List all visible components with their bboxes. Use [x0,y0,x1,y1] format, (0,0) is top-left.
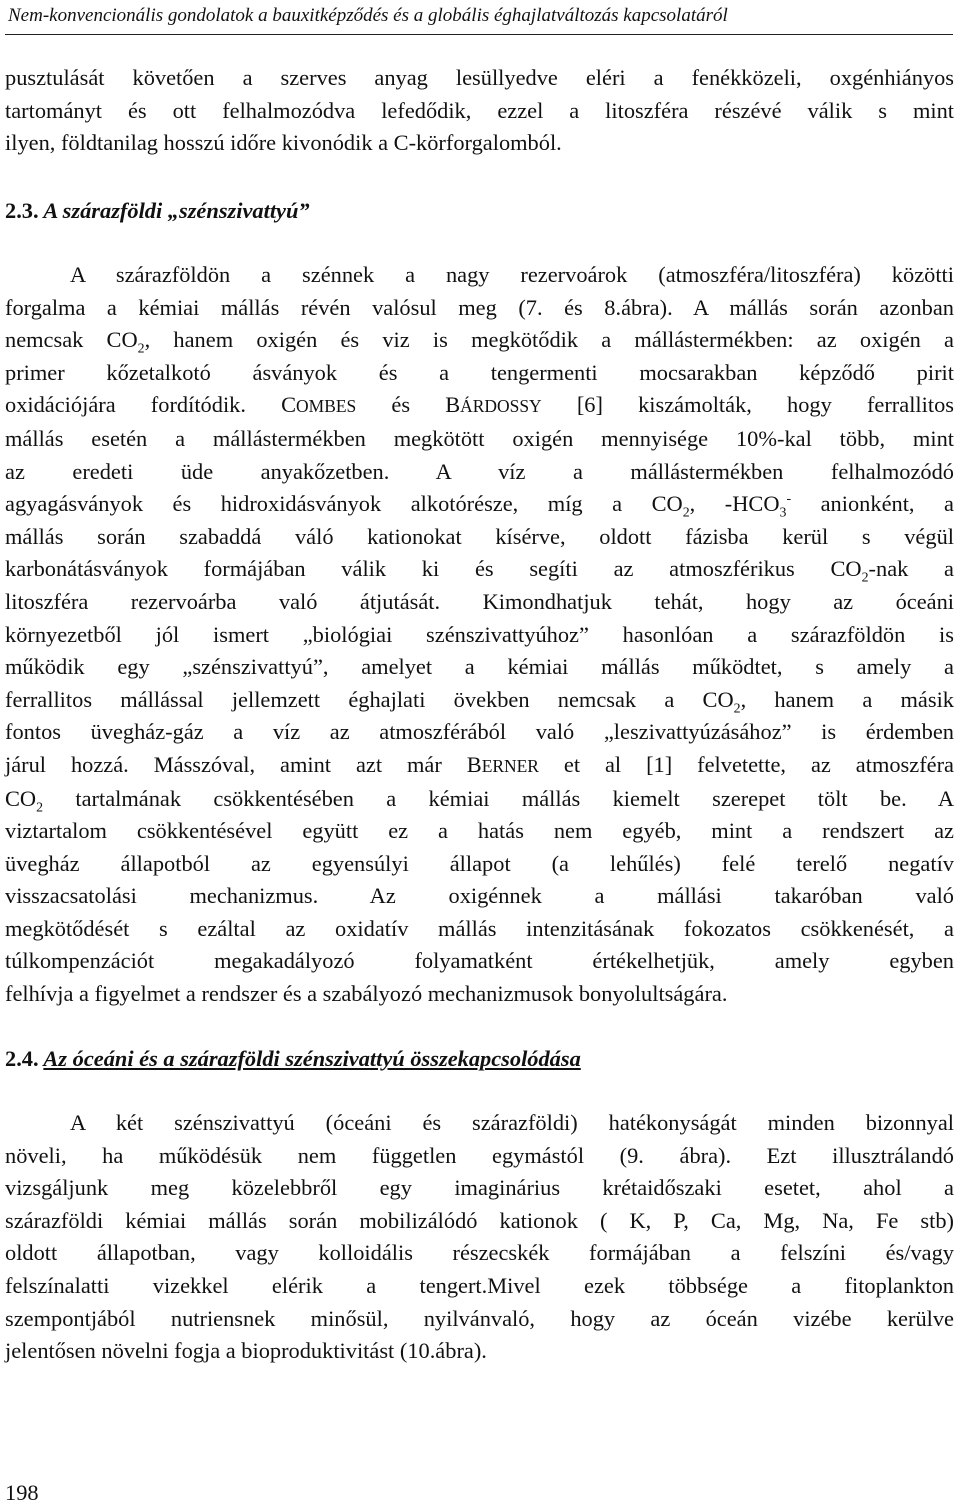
text-line: visszacsatolási mechanizmus. Az oxigénnek a mállási takaróban való [5,883,954,909]
text-line: túlkompenzációt megakadályozó folyamatként értékelhetjük, amely egyben [5,948,954,974]
running-head: Nem-konvencionális gondolatok a bauxitképződés és a globális éghajlatváltozás kapcsolatáról [8,5,728,26]
subscript: 2 [861,570,869,586]
text-line: működik egy „szénszivattyú”, amelyet a kémiai mállás működtet, s amely a [5,654,954,680]
text-line: vizsgáljunk meg közelebbről egy imaginárius krétaidőszaki esetet, ahol a [5,1175,954,1201]
text-line: ferrallitos mállással jellemzett éghajlati övekben nemcsak a $CO_2$, hanem a másik [5,686,955,717]
text-line: megkötődését s ezáltal az oxidatív mállás intenzitásának fokozatos csökkenését, a [5,915,954,941]
text-line: járul hozzá. Másszóval, amint azt már BERNER et al [1] felvetette, az atmoszféra [5,751,954,777]
author-name: BÁRDOSSY [445,392,542,418]
author-name: COMBES [281,392,357,418]
section-number: 2.4. [5,1046,39,1071]
text-line: A szárazföldön a szénnek a nagy rezervoárok (atmoszféra/litoszféra) közötti [70,262,954,287]
text-line: felhívja a figyelmet a rendszer és a szabályozó mechanizmusok bonyolultságára. [5,981,728,1007]
text-line: A két szénszivattyú (óceáni és szárazföldi) hatékonyságát minden bizonnyal [70,1110,954,1135]
text-line: primer kőzetalkotó ásványok és a tengermenti mocsarakban képződő pirit [5,359,954,385]
page-number: 198 [5,1480,39,1505]
text-line: üvegház állapotból az egyensúlyi állapot (a lehűlés) felé terelő negatív [5,850,954,876]
header-divider [5,34,953,35]
text-line: mállás során szabaddá váló kationokat kísérve, oldott fázisba kerül s végül [5,523,954,549]
text-line: az eredeti üde anyakőzetben. A víz a mállástermékben felhalmozódó [5,458,954,484]
text-line: fontos üvegház-gáz a víz az atmoszférából való „leszivattyúzásához” is érdemben [5,719,954,745]
text-line: környezetből jól ismert „biológiai szénszivattyúhoz” hasonlóan a szárazföldön is [5,621,954,647]
subscript: 2 [36,799,44,815]
section-title: A szárazföldi „szénszivattyú” [43,198,310,223]
text-line: mállás esetén a mállástermékben megkötött oxigén mennyisége 10%-kal több, mint [5,425,954,451]
section-heading-2-4 [5,1043,581,1075]
text-line: tartományt és ott felhalmozódva lefedődik, ezzel a litoszféra részévé válik s mint [5,97,954,123]
superscript: - [786,491,792,507]
section-title: Az óceáni és a szárazföldi szénszivattyú összekapcsolódása [43,1046,581,1071]
text-line: jelentősen növelni fogja a bioproduktivitást (10.ábra). [5,1338,487,1364]
text-line: növeli, ha működésük nem független egymástól (9. ábra). Ezt illusztrálandó [5,1142,954,1168]
text-line: forgalma a kémiai mállás révén valósul meg (7. és 8.ábra). A mállás során azonban [5,294,954,320]
text-line: $CO_2$ tartalmának csökkentésében a kémiai mállás kiemelt szerepet tölt be. A [5,785,954,815]
section-2-4-paragraph [5,1107,954,1368]
text-line: ilyen, földtanilag hosszú időre kivonódik a C-körforgalomból. [5,130,562,156]
section-number: 2.3. [5,198,39,223]
subscript: 3 [779,505,787,521]
subscript: 2 [733,701,741,717]
text-line: viztartalom csökkentésével együtt ez a hatás nem egyéb, mint a rendszert az [5,818,954,844]
text-line: oldott állapotban, vagy kolloidális részecskék formájában a felszíni és/vagy [5,1240,954,1266]
section-heading-2-3 [5,195,310,227]
intro-paragraph [5,62,954,160]
text-line: agyagásványok és hidroxidásványok alkotórésze, míg a $CO_2$, $-HCO_3^-$ anionként, a [5,491,954,521]
text-line: nemcsak $CO_2$, hanem oxigén és viz is megkötődik a mállástermékben: az oxigén a [5,327,954,357]
text-line: szárazföldi kémiai mállás során mobilizálódó kationok ( K, P, Ca, Mg, Na, Fe stb) [5,1207,954,1233]
text-line: pusztulását követően a szerves anyag lesüllyedve eléri a fenékközeli, oxgénhiányos [5,65,954,90]
text-line: litoszféra rezervoárba való átjutását. Kimondhatjuk tehát, hogy az óceáni [5,588,954,614]
author-name: BERNER [466,751,539,777]
text-line: szempontjából nutriensnek minősül, nyilvánvaló, hogy az óceán vizébe kerülve [5,1305,954,1331]
subscript: 2 [137,341,145,357]
text-line: karbonátásványok formájában válik ki és segíti az atmoszférikus $CO_2$-nak a [5,556,954,586]
subscript: 2 [682,505,690,521]
text-line: oxidációjára fordítódik. COMBES és BÁRDOSSY [6] kiszámolták, hogy ferrallitos [5,392,954,418]
text-line: felszínalatti vizekkel elérik a tengert.Mivel ezek többsége a fitoplankton [5,1272,954,1298]
section-2-3-paragraph [5,259,954,1011]
